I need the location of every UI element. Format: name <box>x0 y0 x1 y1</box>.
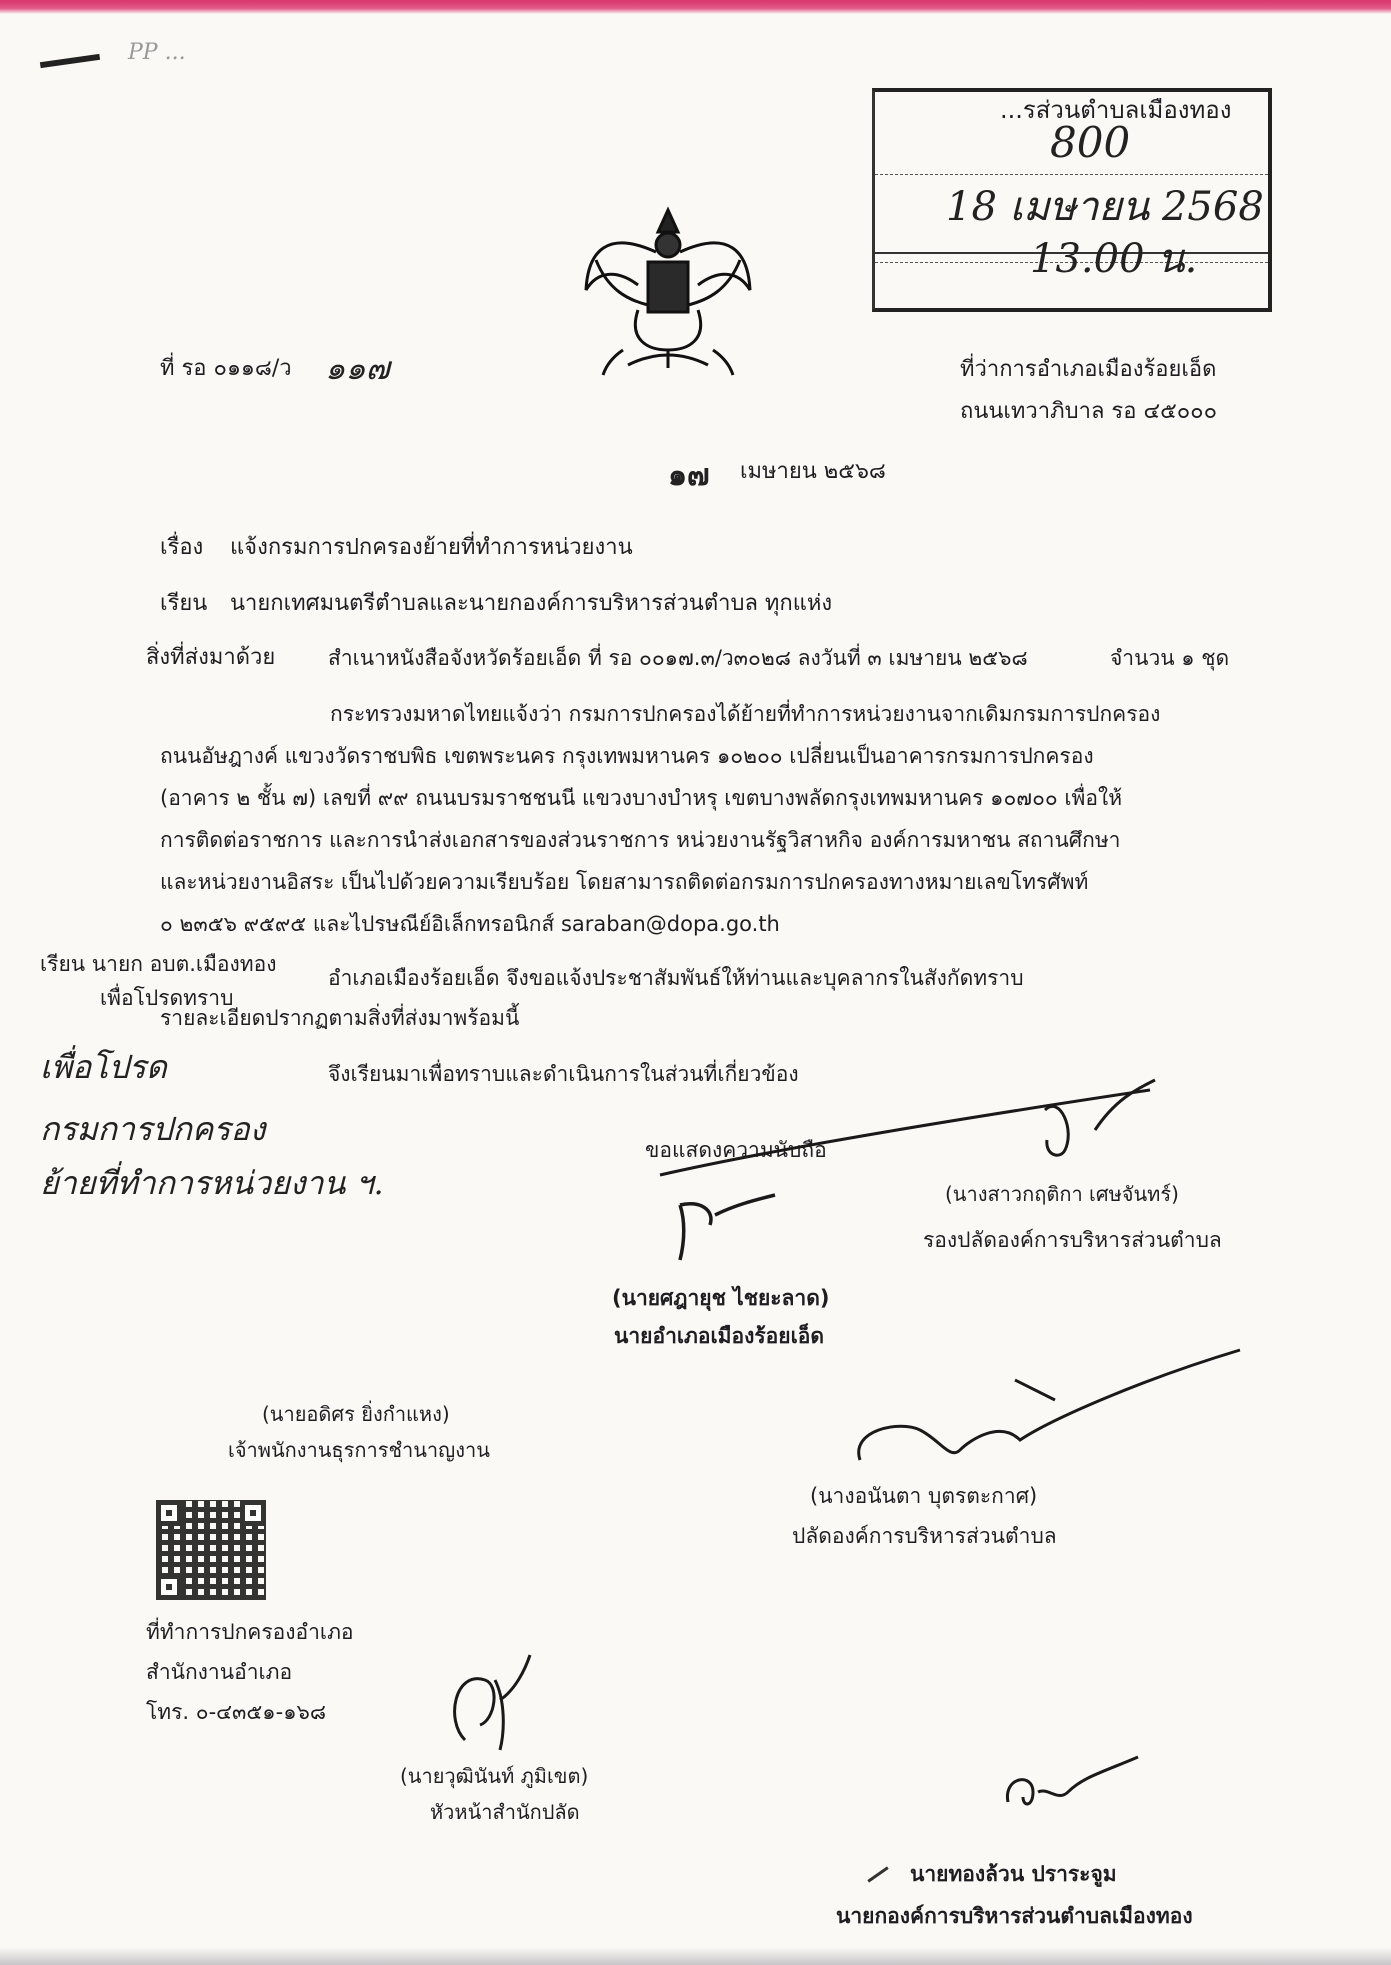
reference-number: ที่ รอ ๐๑๑๘/ว <box>160 356 292 381</box>
regards: ขอแสดงความนับถือ <box>645 1138 827 1162</box>
enclosure-count: จำนวน ๑ ชุด <box>1110 646 1230 670</box>
paper-edge-bottom <box>0 1947 1391 1965</box>
body-line: (อาคาร ๒ ชั้น ๗) เลขที่ ๙๙ ถนนบรมราชชนนี แขวงบางบำหรุ เขตบางพลัดกรุงเทพมหานคร ๑๐๗๐๐ เพื่อให้ <box>160 786 1123 810</box>
district-chief-title: นายอำเภอเมืองร้อยเอ็ด <box>614 1324 824 1348</box>
mayor-mark <box>867 1866 888 1882</box>
qr-code-icon <box>156 1500 266 1600</box>
subject-label: เรื่อง <box>160 535 204 560</box>
body-line: ถนนอัษฎางค์ แขวงวัดราชบพิธ เขตพระนคร กรุงเทพมหานคร ๑๐๒๐๐ เปลี่ยนเป็นอาคารกรมการปกครอง <box>160 744 1094 768</box>
body-line: ๐ ๒๓๕๖ ๙๕๙๕ และไปรษณีย์อิเล็กทรอนิกส์ saraban@dopa.go.th <box>160 912 780 936</box>
chief-admin-name: (นางอนันตา บุตรตะกาศ) <box>810 1484 1038 1508</box>
mayor-name: นายทองล้วน ปราระจูม <box>910 1862 1117 1886</box>
office-head-title: หัวหน้าสำนักปลัด <box>430 1800 580 1824</box>
garuda-emblem-icon <box>568 190 768 390</box>
deputy-title: รองปลัดองค์การบริหารส่วนตำบล <box>923 1228 1222 1252</box>
body-line: กระทรวงมหาดไทยแจ้งว่า กรมการปกครองได้ย้ายที่ทำการหน่วยงานจากเดิมกรมการปกครอง <box>330 702 1161 726</box>
closing-request: จึงเรียนมาเพื่อทราบและดำเนินการในส่วนที่เกี่ยวข้อง <box>328 1062 799 1086</box>
signature-chief-admin <box>840 1340 1260 1490</box>
to-recipient: นายกเทศมนตรีตำบลและนายกองค์การบริหารส่วนตำบล ทุกแห่ง <box>230 591 833 616</box>
subject: แจ้งกรมการปกครองย้ายที่ทำการหน่วยงาน <box>230 535 633 560</box>
signature-long-stroke <box>650 1070 1170 1190</box>
reference-number-handwritten: ๑๑๗ <box>325 349 390 387</box>
footer-department: สำนักงานอำเภอ <box>146 1660 293 1684</box>
mayor-title: นายกองค์การบริหารส่วนตำบลเมืองทอง <box>836 1904 1193 1928</box>
clerk-name: (นายอดิศร ยิ่งกำแหง) <box>262 1402 450 1426</box>
date-month-year: เมษายน ๒๕๖๘ <box>740 459 886 484</box>
enclosure: สำเนาหนังสือจังหวัดร้อยเอ็ด ที่ รอ ๐๐๑๗.๓/ว๓๐๒๘ ลงวันที่ ๓ เมษายน ๒๕๖๘ <box>328 646 1028 670</box>
body-line: และหน่วยงานอิสระ เป็นไปด้วยความเรียบร้อย โดยสามารถติดต่อกรมการปกครองทางหมายเลขโทรศัพท์ <box>160 870 1089 894</box>
stamp-number: 800 <box>1050 118 1131 167</box>
footer-phone: โทร. ๐-๔๓๕๑-๑๖๘ <box>146 1700 327 1724</box>
deputy-name: (นางสาวกฤติกา เศษจันทร์) <box>945 1182 1179 1206</box>
stamp-header: ...รส่วนตำบลเมืองทอง <box>1000 96 1232 124</box>
paragraph-2: อำเภอเมืองร้อยเอ็ด จึงขอแจ้งประชาสัมพันธ์ให้ท่านและบุคลากรในสังกัดทราบ <box>328 966 1024 990</box>
routing-note-to: เรียน นายก อบต.เมืองทอง <box>40 952 277 976</box>
handwritten-note-line3: ย้ายที่ทำการหน่วยงาน ฯ. <box>40 1164 384 1202</box>
corner-note: PP ... <box>128 40 186 65</box>
chief-admin-title: ปลัดองค์การบริหารส่วนตำบล <box>792 1524 1057 1548</box>
enclosure-label: สิ่งที่ส่งมาด้วย <box>146 645 276 670</box>
date-day: ๑๗ <box>668 458 710 493</box>
corner-dash <box>40 54 100 68</box>
footer-office: ที่ทำการปกครองอำเภอ <box>146 1620 354 1644</box>
signature-district-chief <box>670 1190 780 1270</box>
paragraph-2-continued: รายละเอียดปรากฏตามสิ่งที่ส่งมาพร้อมนี้ <box>160 1006 520 1030</box>
paper-edge-top <box>0 0 1391 14</box>
handwritten-note-line2: กรมการปกครอง <box>40 1110 266 1148</box>
routing-note-purpose: เพื่อโปรดทราบ <box>100 986 234 1010</box>
office-head-name: (นายวุฒินันท์ ภูมิเขต) <box>400 1764 589 1788</box>
signature-office-head <box>435 1650 545 1760</box>
stamp-date: 18 เมษายน 2568 <box>946 184 1264 230</box>
to-label: เรียน <box>160 591 208 616</box>
handwritten-note-line1: เพื่อโปรด <box>40 1048 167 1086</box>
clerk-title: เจ้าพนักงานธุรการชำนาญงาน <box>228 1438 490 1462</box>
district-chief-name: (นายศฎายุช ไชยะลาด) <box>612 1286 830 1310</box>
office-address-line1: ที่ว่าการอำเภอเมืองร้อยเอ็ด <box>960 357 1217 382</box>
stamp-time: 13.00 น. <box>1030 236 1198 282</box>
signature-mayor <box>998 1752 1148 1822</box>
office-address-line2: ถนนเทวาภิบาล รอ ๔๕๐๐๐ <box>960 399 1218 424</box>
body-line: การติดต่อราชการ และการนำส่งเอกสารของส่วนราชการ หน่วยงานรัฐวิสาหกิจ องค์การมหาชน สถานศึกษา <box>160 828 1121 852</box>
